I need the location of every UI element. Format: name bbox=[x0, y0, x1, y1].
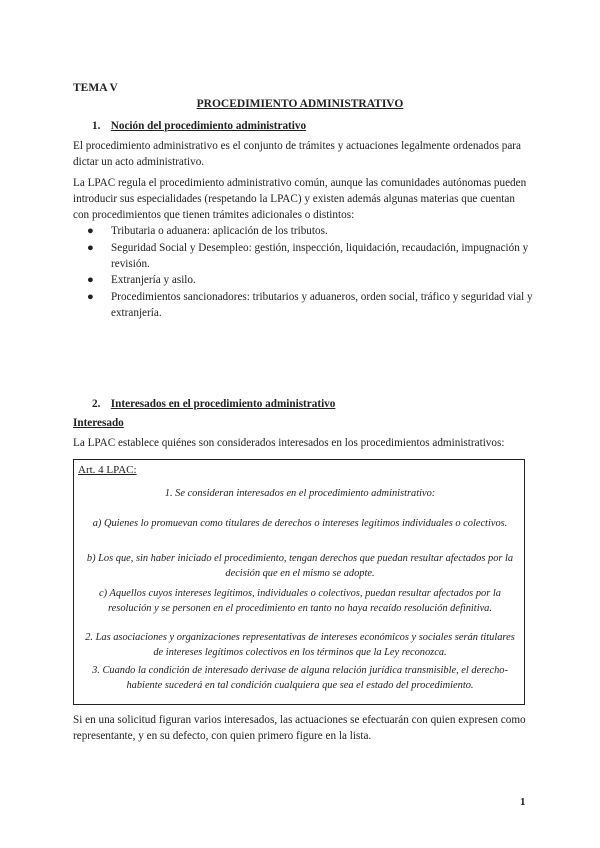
section2-heading bbox=[92, 398, 335, 410]
list-item-text: Extranjería y asilo. bbox=[111, 274, 196, 287]
section2-title: Interesados en el procedimiento administrativo bbox=[110, 398, 336, 410]
bullet-icon: ● bbox=[87, 225, 94, 237]
quote-paragraph-2: 2. Las asociaciones y organizaciones representativas de intereses económicos y sociales serán titulares de intereses legítimos colectivos en los términos que la Ley reconozca. bbox=[85, 632, 515, 658]
section1-heading bbox=[92, 120, 306, 132]
materias-list bbox=[73, 224, 533, 323]
interesado-subheading: Interesado bbox=[73, 417, 124, 429]
section1-paragraph-2: La LPAC regula el procedimiento administrativo común, aunque las comunidades autónomas pueden introducir sus especialidades (respetando la LPAC) y existen además algunas materias que cuentan con procedimientos que tienen trámites adicionales o distintos: bbox=[73, 177, 527, 221]
list-item-text: Seguridad Social y Desempleo: gestión, inspección, liquidación, recaudación, impugnación y revisión. bbox=[111, 241, 529, 270]
list-item bbox=[73, 241, 533, 273]
list-item bbox=[73, 224, 533, 240]
page-number: 1 bbox=[520, 796, 526, 808]
quote-paragraph-c: c) Aquellos cuyos intereses legítimos, individuales o colectivos, puedan resultar afectados por la resolución y se personen en el procedimiento en tanto no haya recaído resolución definitiva. bbox=[99, 588, 501, 614]
quote-paragraph-a: a) Quienes lo promuevan como titulares de derechos o intereses legítimos individuales o colectivos. bbox=[92, 518, 508, 529]
bullet-icon: ● bbox=[87, 274, 94, 287]
main-title bbox=[0, 98, 600, 110]
section2-closing: Si en una solicitud figuran varios interesados, las actuaciones se efectuarán con quien expresen como representante, y en su defecto, con quien primero figure en la lista. bbox=[73, 714, 526, 742]
list-item-text: Tributaria o aduanera: aplicación de los tributos. bbox=[111, 225, 328, 237]
bullet-icon: ● bbox=[87, 291, 94, 304]
section1-title: Noción del procedimiento administrativo bbox=[110, 120, 307, 132]
quote-paragraph-3: 3. Cuando la condición de interesado derivase de alguna relación jurídica transmisible, el derecho-habiente sucederá en tal condición cualquiera que sea el estado del procedimiento. bbox=[92, 665, 508, 691]
bullet-icon: ● bbox=[87, 241, 94, 254]
tema-heading: TEMA V bbox=[73, 82, 118, 94]
main-title-text: PROCEDIMIENTO ADMINISTRATIVO bbox=[196, 98, 404, 110]
quote-paragraph-b: b) Los que, sin haber iniciado el procedimiento, tengan derechos que puedan resultar afectados por la decisión que en el mismo se adopte. bbox=[86, 553, 514, 579]
section1-number: 1. bbox=[92, 120, 101, 132]
list-item bbox=[73, 290, 533, 322]
section2-number: 2. bbox=[92, 398, 101, 410]
article-quote-box bbox=[73, 459, 525, 705]
article-reference: Art. 4 LPAC: bbox=[78, 464, 137, 476]
quote-paragraph-1: 1. Se consideran interesados en el procedimiento administrativo: bbox=[164, 488, 436, 499]
section2-intro: La LPAC establece quiénes son considerados interesados en los procedimientos administrativos: bbox=[73, 437, 505, 449]
list-item bbox=[73, 273, 533, 289]
section1-paragraph-1: El procedimiento administrativo es el conjunto de trámites y actuaciones legalmente ordenados para dictar un acto administrativo. bbox=[73, 140, 521, 168]
list-item-text: Procedimientos sancionadores: tributarios y aduaneros, orden social, tráfico y seguridad vial y extranjería. bbox=[111, 291, 533, 319]
